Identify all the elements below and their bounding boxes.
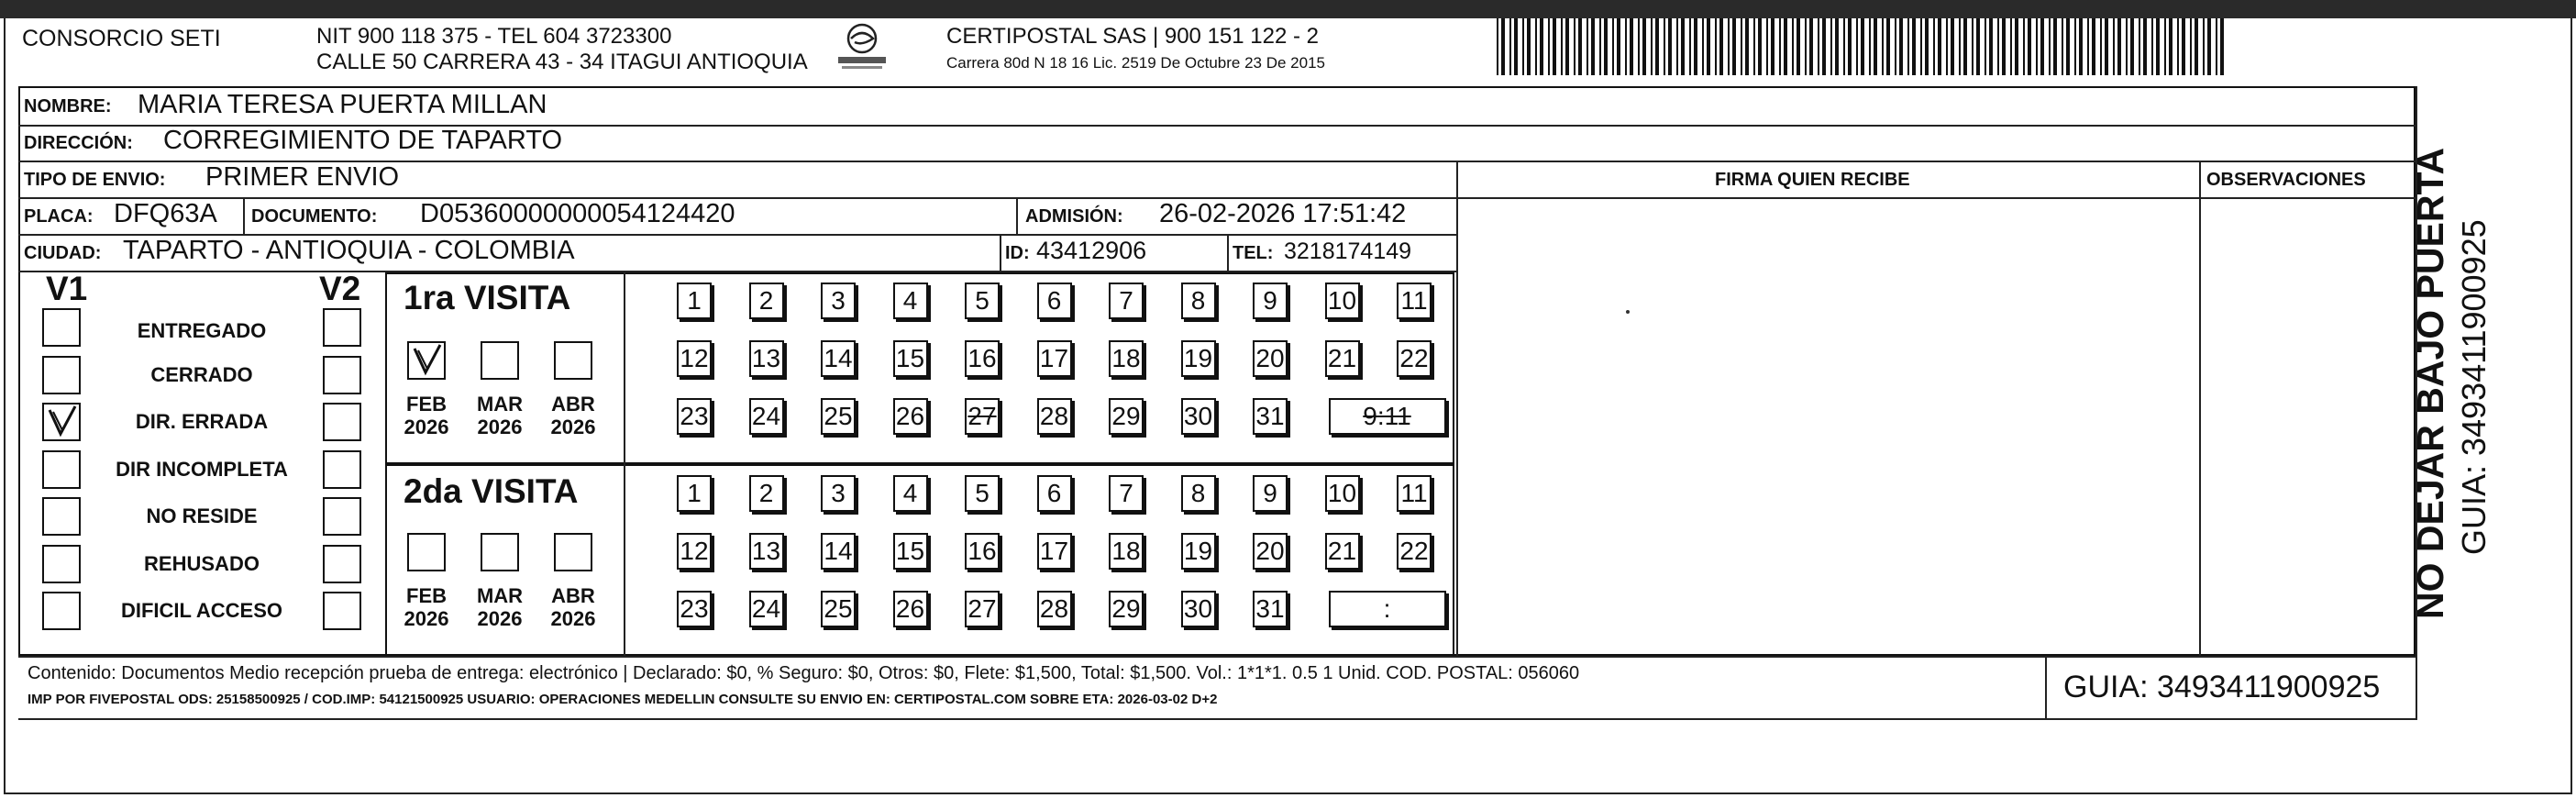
side-guia: GUIA: 3493411900925 (2455, 219, 2493, 555)
day-box: 13 (749, 533, 784, 570)
nombre-value: MARIA TERESA PUERTA MILLAN (138, 90, 547, 119)
month-year: 2026 (550, 416, 596, 439)
barcode-bar (1655, 18, 1659, 75)
day-box: 5 (965, 283, 1000, 319)
first-visit-title: 1ra VISITA (404, 279, 571, 316)
barcode-bar (1976, 18, 1980, 75)
barcode-bar (1920, 18, 1922, 75)
barcode-bar (1818, 18, 1819, 75)
ciudad-value: TAPARTO - ANTIOQUIA - COLOMBIA (123, 236, 575, 265)
barcode-bar (1630, 18, 1633, 75)
barcode-bar (1599, 18, 1601, 75)
day-box: 7 (1109, 283, 1144, 319)
day-box: 8 (1181, 283, 1216, 319)
barcode-bar (1886, 18, 1890, 75)
nit-line: NIT 900 118 375 - TEL 604 3723300 (316, 24, 672, 49)
barcode-bar (1642, 18, 1646, 75)
day-box: 14 (821, 533, 856, 570)
barcode-bar (1946, 18, 1948, 75)
barcode-bar (1527, 18, 1531, 75)
v2-checkbox (323, 450, 361, 489)
status-option-label: DIFICIL ACCESO (120, 599, 282, 622)
barcode-bar (1792, 18, 1794, 75)
day-box: 19 (1181, 340, 1216, 377)
month-checkbox (407, 533, 446, 571)
day-box: 18 (1109, 533, 1144, 570)
day-box: 31 (1253, 398, 1288, 435)
barcode-bar (1835, 18, 1839, 75)
obs-divider (2199, 161, 2201, 656)
day-box: 2 (749, 283, 784, 319)
barcode-bar (1587, 18, 1588, 75)
tipo-value: PRIMER ENVIO (205, 162, 400, 192)
admision-value: 26-02-2026 17:51:42 (1159, 199, 1407, 228)
footer-line-1: Contenido: Documentos Medio recepción prueba de entrega: electrónico | Declarado: $0, % Seguro: $0, Otros: $0, Flete: $1,500, Total: $1,500. Vol.: 1*1*1. 0.5 1 Unid. COD. POSTAL: 056060 (28, 663, 1580, 683)
barcode-bar (1938, 18, 1941, 75)
v2-checkbox (323, 545, 361, 583)
day-box: 3 (821, 283, 856, 319)
day-box: 6 (1037, 283, 1072, 319)
v1-label: V1 (46, 270, 88, 307)
day-box: 9 (1253, 283, 1288, 319)
day-box: 18 (1109, 340, 1144, 377)
day-box: 28 (1037, 591, 1072, 627)
day-box: 17 (1037, 340, 1072, 377)
day-box: 14 (821, 340, 856, 377)
barcode-bar (2207, 18, 2211, 75)
month-checkbox (554, 341, 592, 380)
day-box: 17 (1037, 533, 1072, 570)
barcode-bar (2092, 18, 2095, 75)
barcode (1497, 18, 2228, 75)
barcode-bar (1668, 18, 1672, 75)
day-box: 22 (1397, 533, 1432, 570)
barcode-bar (1707, 18, 1710, 75)
barcode-bar (1899, 18, 1903, 75)
day-box: 1 (677, 283, 712, 319)
barcode-bar (2049, 18, 2051, 75)
barcode-bar (2126, 18, 2128, 75)
month-year: 2026 (477, 607, 523, 631)
v1-checkbox (42, 356, 81, 394)
barcode-bar (2002, 18, 2006, 75)
day-box: 4 (893, 475, 928, 512)
day-box: 6 (1037, 475, 1072, 512)
day-box: 12 (677, 533, 712, 570)
barcode-bar (1561, 18, 1563, 75)
barcode-bar (2036, 18, 2038, 75)
barcode-bar (1591, 18, 1595, 75)
barcode-bar (2130, 18, 2134, 75)
barcode-bar (1758, 18, 1762, 75)
barcode-bar (2182, 18, 2185, 75)
id-value: 43412906 (1036, 237, 1147, 264)
barcode-bar (2143, 18, 2147, 75)
placa-label: PLACA: (24, 206, 94, 227)
barcode-bar (2216, 18, 2217, 75)
day-box: 23 (677, 591, 712, 627)
day-box: 30 (1181, 591, 1216, 627)
v2-checkbox (323, 592, 361, 630)
barcode-bar (2177, 18, 2179, 75)
barcode-bar (1985, 18, 1986, 75)
v2-checkbox (323, 403, 361, 441)
day-box: 31 (1253, 591, 1288, 627)
day-box: 25 (821, 398, 856, 435)
barcode-bar (1822, 18, 1826, 75)
footer-guia: GUIA: 3493411900925 (2063, 670, 2381, 704)
footer-line-2: IMP POR FIVEPOSTAL ODS: 25158500925 / COD.IMP: 54121500925 USUARIO: OPERACIONES MEDELLIN CONSULTE SU ENVIO EN: CERTIPOSTAL.COM SOBRE ETA: 2026-03-02 D+2 (28, 692, 1218, 707)
barcode-bar (2113, 18, 2115, 75)
month-label (472, 393, 527, 439)
month-name: MAR (476, 584, 524, 607)
month-name: ABR (551, 393, 595, 416)
barcode-bar (2195, 18, 2198, 75)
company-name: CONSORCIO SETI (22, 26, 221, 51)
v2-checkbox (323, 497, 361, 536)
bottom-border (4, 792, 2571, 794)
month-label (546, 393, 601, 439)
barcode-bar (1715, 18, 1717, 75)
day-box: 10 (1325, 475, 1360, 512)
barcode-bar (2053, 18, 2057, 75)
barcode-bar (1848, 18, 1852, 75)
tipo-label: TIPO DE ENVIO: (24, 170, 166, 190)
month-name: FEB (406, 393, 447, 416)
barcode-bar (1514, 18, 1518, 75)
day-box: 29 (1109, 591, 1144, 627)
barcode-bar (1959, 18, 1961, 75)
barcode-bar (1741, 18, 1742, 75)
status-option-label: ENTREGADO (137, 319, 267, 342)
status-option-label: DIR. ERRADA (135, 410, 269, 433)
day-box: 20 (1253, 340, 1288, 377)
v1-checkbox (42, 592, 81, 630)
month-checkbox (481, 533, 519, 571)
month-year: 2026 (404, 416, 449, 439)
ciudad-label: CIUDAD: (24, 243, 102, 263)
month-year: 2026 (404, 607, 449, 631)
barcode-bar (1784, 18, 1787, 75)
month-label (472, 584, 527, 631)
day-box: 10 (1325, 283, 1360, 319)
v1-checkbox (42, 545, 81, 583)
documento-label: DOCUMENTO: (251, 206, 378, 227)
barcode-bar (2139, 18, 2140, 75)
certipostal-logo (835, 22, 890, 73)
license-line: Carrera 80d N 18 16 Lic. 2519 De Octubre 23 De 2015 (946, 54, 1325, 72)
barcode-bar (2028, 18, 2031, 75)
barcode-bar (1540, 18, 1543, 75)
day-box: 11 (1397, 283, 1432, 319)
barcode-bar (1882, 18, 1884, 75)
month-name: FEB (406, 584, 447, 607)
day-box: 16 (965, 533, 1000, 570)
month-label (399, 584, 454, 631)
barcode-bar (1548, 18, 1550, 75)
barcode-bar (2151, 18, 2153, 75)
barcode-bar (1638, 18, 1640, 75)
day-box: 2 (749, 475, 784, 512)
id-label: ID: (1005, 243, 1030, 263)
v1-checkbox (42, 308, 81, 347)
carrier-line: CERTIPOSTAL SAS | 900 151 122 - 2 (946, 24, 1319, 49)
day-box: 30 (1181, 398, 1216, 435)
day-box: 16 (965, 340, 1000, 377)
day-box: 3 (821, 475, 856, 512)
barcode-bar (1719, 18, 1723, 75)
barcode-bar (1989, 18, 1993, 75)
barcode-bar (1830, 18, 1832, 75)
status-option-label: REHUSADO (144, 551, 260, 575)
nombre-label: NOMBRE: (24, 96, 112, 116)
v1-checkbox (42, 450, 81, 489)
documento-value: D05360000000054124420 (420, 199, 735, 228)
barcode-bar (2079, 18, 2083, 75)
barcode-bar (2087, 18, 2089, 75)
barcode-bar (2062, 18, 2063, 75)
barcode-bar (2015, 18, 2018, 75)
barcode-bar (1681, 18, 1685, 75)
barcode-bar (1869, 18, 1871, 75)
barcode-bar (1753, 18, 1755, 75)
v2-checkbox (323, 356, 361, 394)
day-box: 28 (1037, 398, 1072, 435)
barcode-bar (2169, 18, 2172, 75)
day-box: 26 (893, 591, 928, 627)
barcode-bar (1805, 18, 1807, 75)
time-box: 9:11 (1329, 398, 1446, 435)
barcode-bar (1951, 18, 1954, 75)
status-option-label: NO RESIDE (146, 504, 258, 527)
top-scan-edge (0, 0, 2576, 18)
barcode-bar (2117, 18, 2121, 75)
month-label (399, 393, 454, 439)
barcode-bar (1522, 18, 1524, 75)
left-border (4, 18, 6, 794)
barcode-bar (2203, 18, 2205, 75)
day-box: 15 (893, 340, 928, 377)
barcode-bar (1574, 18, 1575, 75)
v2-label: V2 (319, 270, 361, 307)
day-box: 15 (893, 533, 928, 570)
barcode-bar (1925, 18, 1929, 75)
day-box: 8 (1181, 475, 1216, 512)
barcode-bar (1912, 18, 1916, 75)
barcode-bar (1689, 18, 1691, 75)
barcode-bar (1874, 18, 1877, 75)
day-box: 19 (1181, 533, 1216, 570)
day-box: 20 (1253, 533, 1288, 570)
day-box: 23 (677, 398, 712, 435)
right-border (2570, 18, 2572, 794)
day-box: 27 (965, 398, 1000, 435)
barcode-bar (1779, 18, 1781, 75)
month-label (546, 584, 601, 631)
observaciones-header: OBSERVACIONES (2206, 170, 2366, 190)
barcode-bar (1676, 18, 1678, 75)
direccion-value: CORREGIMIENTO DE TAPARTO (163, 126, 563, 155)
status-option-label: CERRADO (150, 362, 253, 386)
barcode-bar (1664, 18, 1665, 75)
barcode-bar (1771, 18, 1774, 75)
firma-divider (1456, 161, 1458, 656)
barcode-bar (1856, 18, 1858, 75)
barcode-bar (2074, 18, 2076, 75)
barcode-bar (2190, 18, 2192, 75)
month-name: ABR (551, 584, 595, 607)
v2-checkbox (323, 308, 361, 347)
barcode-bar (1497, 18, 1498, 75)
barcode-bar (1972, 18, 1973, 75)
barcode-bar (1612, 18, 1614, 75)
barcode-bar (1861, 18, 1864, 75)
time-box: : (1329, 591, 1446, 627)
barcode-bar (1895, 18, 1896, 75)
barcode-bar (1535, 18, 1537, 75)
barcode-bar (1728, 18, 1730, 75)
barcode-bar (1651, 18, 1653, 75)
day-box: 4 (893, 283, 928, 319)
day-box: 24 (749, 398, 784, 435)
barcode-bar (2164, 18, 2166, 75)
v1-checkbox (42, 497, 81, 536)
barcode-bar (1732, 18, 1736, 75)
day-box: 7 (1109, 475, 1144, 512)
day-box: 26 (893, 398, 928, 435)
direccion-label: DIRECCIÓN: (24, 133, 133, 153)
barcode-bar (1963, 18, 1967, 75)
barcode-bar (1907, 18, 1909, 75)
barcode-bar (1797, 18, 1800, 75)
second-visit-title: 2da VISITA (404, 472, 579, 510)
month-year: 2026 (550, 607, 596, 631)
day-box: 22 (1397, 340, 1432, 377)
address-line: CALLE 50 CARRERA 43 - 34 ITAGUI ANTIOQUIA (316, 50, 808, 74)
barcode-bar (1625, 18, 1627, 75)
barcode-bar (2156, 18, 2160, 75)
day-box: 25 (821, 591, 856, 627)
tel-label: TEL: (1233, 243, 1274, 263)
barcode-bar (1702, 18, 1704, 75)
placa-value: DFQ63A (114, 199, 217, 228)
barcode-bar (1509, 18, 1511, 75)
barcode-bar (2040, 18, 2044, 75)
barcode-bar (1501, 18, 1505, 75)
barcode-bar (1766, 18, 1768, 75)
barcode-bar (1694, 18, 1697, 75)
day-box: 5 (965, 475, 1000, 512)
day-box: 11 (1397, 475, 1432, 512)
day-box: 12 (677, 340, 712, 377)
day-box: 29 (1109, 398, 1144, 435)
barcode-bar (1578, 18, 1582, 75)
barcode-bar (1604, 18, 1608, 75)
barcode-bar (2066, 18, 2070, 75)
barcode-bar (2010, 18, 2012, 75)
day-box: 1 (677, 475, 712, 512)
month-year: 2026 (477, 416, 523, 439)
day-box: 21 (1325, 340, 1360, 377)
barcode-bar (1809, 18, 1813, 75)
barcode-bar (2220, 18, 2224, 75)
barcode-bar (1997, 18, 1999, 75)
signature-mark (1626, 310, 1630, 314)
day-box: 24 (749, 591, 784, 627)
barcode-bar (1617, 18, 1620, 75)
barcode-bar (2105, 18, 2108, 75)
barcode-bar (1553, 18, 1556, 75)
tel-value: 3218174149 (1284, 238, 1412, 264)
month-checkbox (481, 341, 519, 380)
month-name: MAR (476, 393, 524, 416)
day-box: 13 (749, 340, 784, 377)
side-warning: NO DEJAR BAJO PUERTA (2409, 147, 2451, 619)
barcode-bar (2100, 18, 2102, 75)
month-checkbox (554, 533, 592, 571)
status-option-label: DIR INCOMPLETA (116, 457, 288, 481)
v1-checkbox (42, 403, 81, 441)
month-checkbox (407, 341, 446, 380)
barcode-bar (1745, 18, 1749, 75)
barcode-bar (1933, 18, 1935, 75)
day-box: 9 (1253, 475, 1288, 512)
barcode-bar (1843, 18, 1845, 75)
barcode-bar (1565, 18, 1569, 75)
firma-header: FIRMA QUIEN RECIBE (1715, 170, 1910, 190)
day-box: 21 (1325, 533, 1360, 570)
admision-label: ADMISIÓN: (1025, 206, 1123, 227)
barcode-bar (2023, 18, 2025, 75)
day-box: 27 (965, 591, 1000, 627)
